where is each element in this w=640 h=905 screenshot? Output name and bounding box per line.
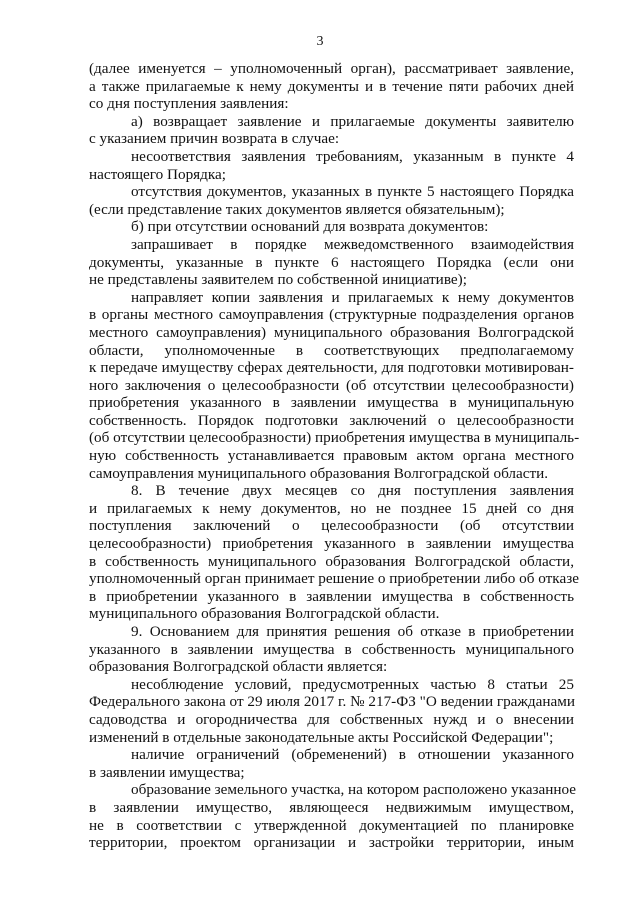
text-line: указанного в заявлении имущества в собственность муниципального: [89, 640, 574, 658]
text-line: образования Волгоградской области является:: [89, 658, 388, 676]
text-line: самоуправления муниципального образования Волгоградской области.: [89, 464, 549, 482]
text-line: и прилагаемых к нему документов, но не позднее 15 дней со дня: [89, 499, 574, 517]
text-line: с указанием причин возврата в случае:: [89, 130, 340, 148]
text-line: б) при отсутствии оснований для возврата документов:: [131, 218, 489, 236]
text-line: Федерального закона от 29 июля 2017 г. № 217-ФЗ "О ведении гражданами: [89, 693, 575, 711]
text-line: целесообразности) приобретения указанного в заявлении имущества: [89, 535, 574, 553]
text-line: ную собственность устанавливается правовым актом органа местного: [89, 447, 574, 465]
text-line: территории, проектом организации и застройки территории, иным: [89, 834, 574, 852]
text-line: местного самоуправления) муниципального образования Волгоградской: [89, 323, 574, 341]
text-line: образование земельного участка, на котором расположено указанное: [131, 781, 577, 799]
text-line: (об отсутствии целесообразности) приобретения имущества в муниципаль-: [89, 429, 580, 447]
text-line: в собственность муниципального образования Волгоградской области,: [89, 552, 574, 570]
text-line: в органы местного самоуправления (структурные подразделения органов: [89, 306, 574, 324]
text-line: изменений в отдельные законодательные акты Российской Федерации";: [89, 728, 554, 746]
text-line: наличие ограничений (обременений) в отношении указанного: [131, 746, 574, 764]
text-line: муниципального образования Волгоградской области.: [89, 605, 440, 623]
text-line: в заявлении имущество, являющееся недвижимым имуществом,: [89, 798, 574, 816]
text-line: 8. В течение двух месяцев со дня поступления заявления: [131, 482, 574, 500]
text-line: собственность. Порядок подготовки заключений о целесообразности: [89, 411, 574, 429]
text-line: не в соответствии с утвержденной документацией по планировке: [89, 816, 574, 834]
text-line: уполномоченный орган принимает решение о приобретении либо об отказе: [89, 570, 579, 588]
text-line: (если представление таких документов является обязательным);: [89, 200, 505, 218]
text-line: не представлены заявителем по собственной инициативе);: [89, 271, 467, 289]
text-line: а также прилагаемые к нему документы и в течение пяти рабочих дней: [89, 77, 574, 95]
text-line: направляет копии заявления и прилагаемых к нему документов: [131, 288, 574, 306]
document-body: [89, 60, 580, 852]
page-number: 3: [316, 34, 324, 49]
text-line: (далее именуется – уполномоченный орган), рассматривает заявление,: [89, 60, 574, 77]
text-line: несоответствия заявления требованиям, указанным в пункте 4: [131, 147, 574, 165]
text-line: области, уполномоченные в соответствующих предполагаемому: [89, 341, 574, 359]
text-line: поступления заключений о целесообразности (об отсутствии: [89, 517, 574, 535]
text-line: приобретения указанного в заявлении имущества в муниципальную: [89, 394, 574, 412]
text-line: в приобретении указанного в заявлении имущества в собственность: [89, 587, 574, 605]
text-line: в заявлении имущества;: [89, 763, 245, 781]
text-line: со дня поступления заявления:: [89, 95, 289, 113]
text-line: документы, указанные в пункте 6 настоящего Порядка (если они: [89, 253, 574, 271]
text-line: а) возвращает заявление и прилагаемые документы заявителю: [131, 112, 574, 130]
text-line: 9. Основанием для принятия решения об отказе в приобретении: [131, 623, 574, 640]
text-line: несоблюдение условий, предусмотренных частью 8 статьи 25: [131, 675, 574, 693]
text-line: садоводства и огородничества для собственных нужд и о внесении: [89, 710, 574, 728]
text-line: отсутствия документов, указанных в пункте 5 настоящего Порядка: [131, 183, 574, 201]
text-line: к передаче имуществу сферах деятельности, для подготовки мотивирован-: [89, 359, 574, 377]
text-line: запрашивает в порядке межведомственного взаимодействия: [131, 235, 574, 253]
text-line: ного заключения о целесообразности (об отсутствии целесообразности): [89, 376, 574, 394]
text-line: настоящего Порядка;: [89, 165, 226, 183]
